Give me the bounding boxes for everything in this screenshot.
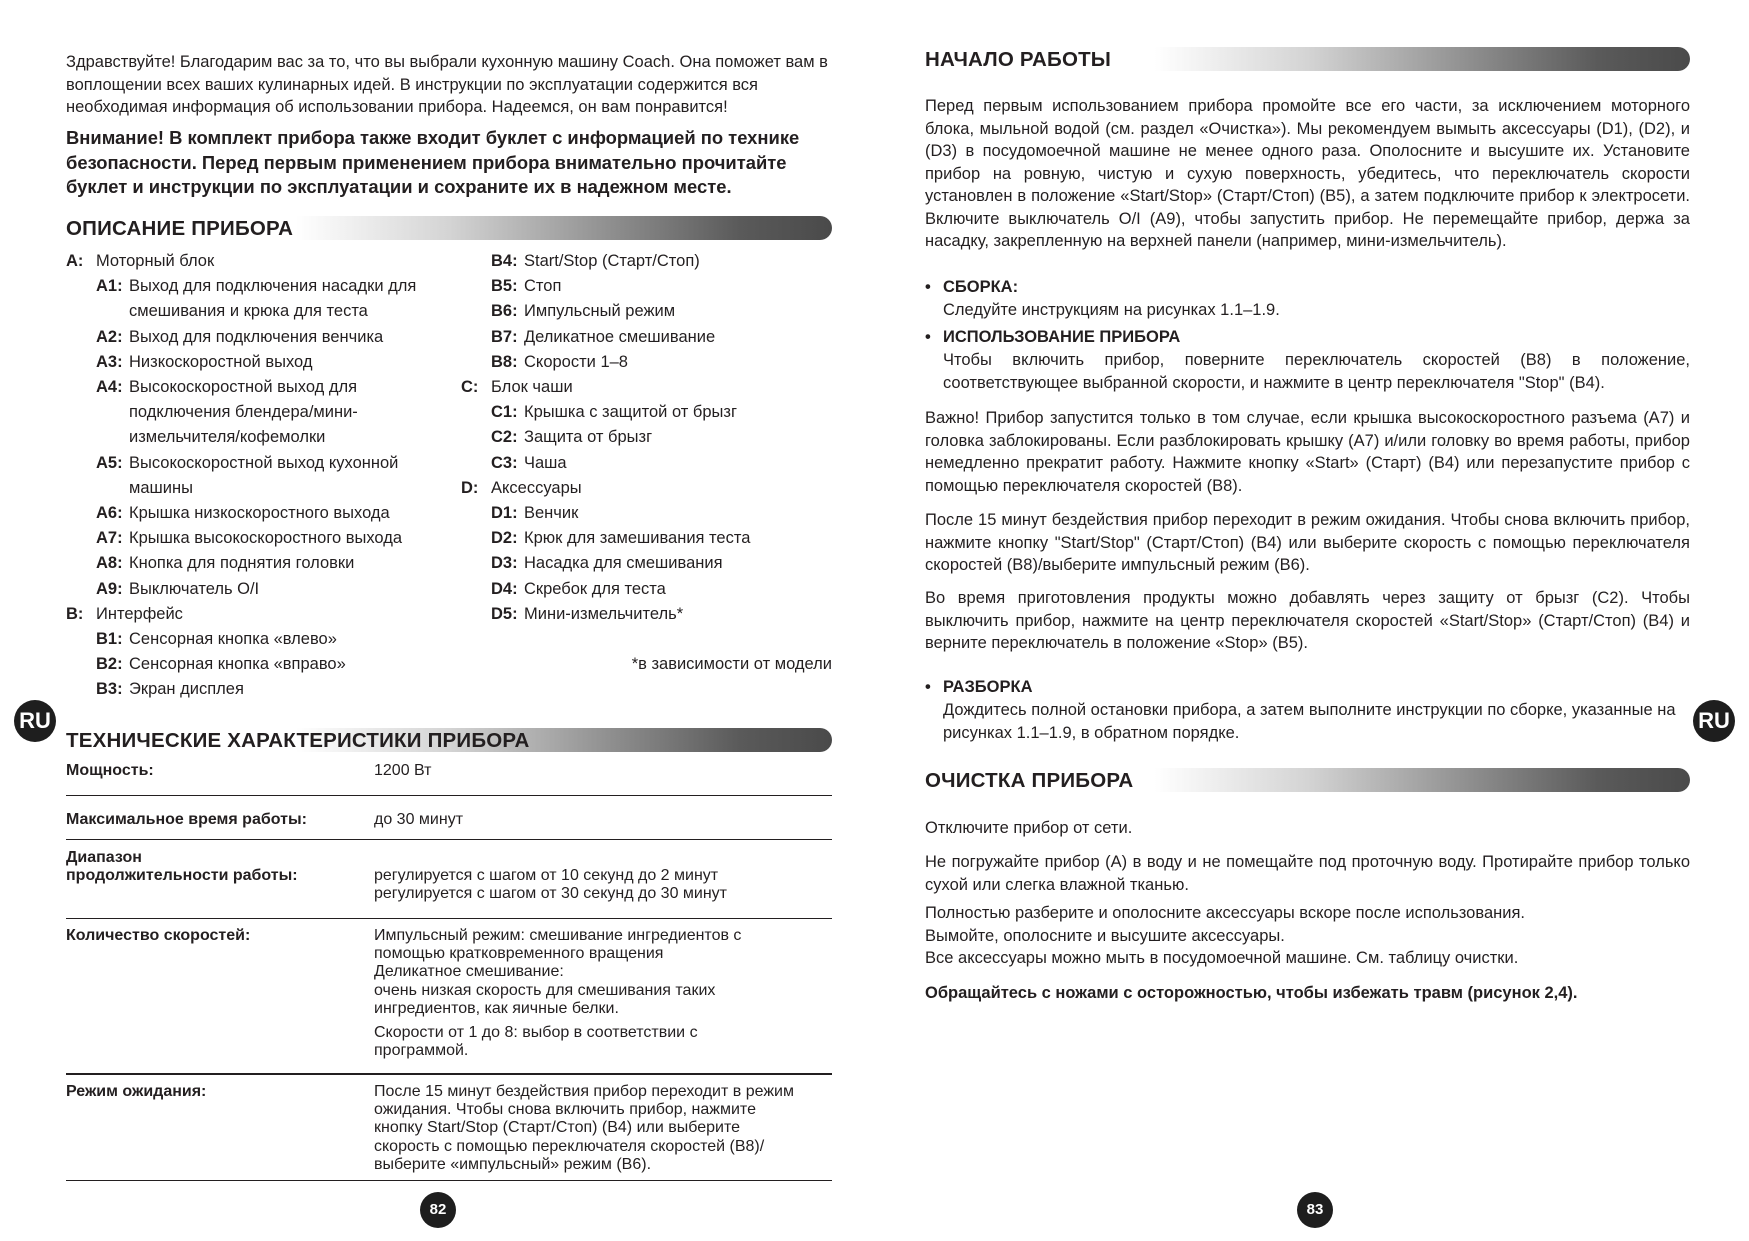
assembly-title: • СБОРКА: xyxy=(943,276,1690,298)
assembly-section xyxy=(943,276,1690,322)
list-item: B5: Стоп xyxy=(491,277,562,296)
page-number-left: 82 xyxy=(420,1192,456,1228)
adding-paragraph: Во время приготовления продукты можно добавлять через защиту от брызг (C2). Чтобы выключить прибор, нажмите на центр переключателя скоростей «Start/Stop» (Старт/Стоп) (B4) и верните переключатель в положение «Stop» (B5). xyxy=(925,589,1690,652)
table-row xyxy=(66,840,832,919)
language-badge-left: RU xyxy=(14,700,56,742)
start-title: НАЧАЛО РАБОТЫ xyxy=(925,48,1112,71)
description-list-col1 xyxy=(66,249,446,703)
spec-label: Мощность: xyxy=(66,762,154,779)
list-item: D3: Насадка для смешивания xyxy=(491,554,723,573)
list-item: D1: Венчик xyxy=(491,504,579,523)
spec-value: После 15 минут бездействия прибор переходит в режим ожидания. Чтобы снова включить прибор, нажмите кнопку Start/Stop (Старт/Стоп) (B4) или выберите скорость с помощью переключателя скоростей (B8)/выберите «импульсный» режим (B6). xyxy=(374,1083,794,1173)
cleaning-warning: Обращайтесь с ножами с осторожностью, чтобы избежать травм (рисунок 2,4). xyxy=(925,984,1578,1002)
table-row xyxy=(66,1074,832,1181)
list-item: измельчителя/кофемолки xyxy=(129,428,326,447)
model-footnote: *в зависимости от модели xyxy=(631,655,832,673)
spec-table xyxy=(66,760,832,1181)
disassembly-section xyxy=(943,676,1690,744)
list-item: C: Блок чаши xyxy=(461,378,573,397)
assembly-text: Следуйте инструкциям на рисунках 1.1–1.9. xyxy=(943,301,1280,319)
list-item: A6: Крышка низкоскоростного выхода xyxy=(96,504,390,523)
list-item: смешивания и крюка для теста xyxy=(129,302,368,321)
spec-value-line: регулируется с шагом от 30 секунд до 30 минут xyxy=(374,885,728,903)
list-item: B6: Импульсный режим xyxy=(491,302,676,321)
language-badge-right: RU xyxy=(1693,700,1735,742)
spec-value-line: Деликатное смешивание: xyxy=(374,963,564,981)
list-item: машины xyxy=(129,478,193,497)
table-row xyxy=(66,796,832,840)
list-item: B3: Экран дисплея xyxy=(96,680,244,699)
spec-label: Максимальное время работы: xyxy=(66,811,307,828)
standby-paragraph: После 15 минут бездействия прибор переходит в режим ожидания. Чтобы снова включить прибор, нажмите кнопку "Start/Stop" (Старт/Стоп) (B4) или выберите скорость с помощью переключателя скоростей (B8)/выберите импульсный режим (B6). xyxy=(925,511,1690,574)
list-item: B7: Деликатное смешивание xyxy=(491,327,716,346)
cleaning-line-3: Полностью разберите и ополосните аксессуары вскоре после использования. xyxy=(925,904,1525,922)
list-item: A1: Выход для подключения насадки для xyxy=(96,277,417,296)
start-header-bar xyxy=(925,47,1690,71)
cleaning-line-5: Все аксессуары можно мыть в посудомоечной машине. См. таблицу очистки. xyxy=(925,949,1519,967)
list-item: D: Аксессуары xyxy=(461,478,582,497)
list-item: A8: Кнопка для поднятия головки xyxy=(96,554,355,573)
spec-label: Режим ожидания: xyxy=(66,1083,207,1100)
cleaning-line-1: Отключите прибор от сети. xyxy=(925,819,1133,837)
spec-value-line: очень низкая скорость для смешивания таких ингредиентов, как яичные белки. xyxy=(374,981,716,1017)
spec-value: до 30 минут xyxy=(374,811,464,828)
list-item: B: Интерфейс xyxy=(66,604,183,623)
list-item: D2: Крюк для замешивания теста xyxy=(491,529,751,548)
tech-header-bar xyxy=(66,728,832,752)
usage-text: Чтобы включить прибор, поверните переключатель скоростей (B8) в положение, соответствующее выбранной скорости, и нажмите в центр переключателя "Stop" (B4). xyxy=(943,351,1690,392)
list-item: B2: Сенсорная кнопка «вправо» xyxy=(96,655,346,674)
intro-paragraph: Здравствуйте! Благодарим вас за то, что вы выбрали кухонную машину Coach. Она поможет вам в воплощении всех ваших кулинарных идей. В инструкции по эксплуатации содержится вся необходимая информация об использовании прибора. Надеемся, он вам понравится! xyxy=(66,53,828,116)
list-item: A2: Выход для подключения венчика xyxy=(96,327,384,346)
list-item: подключения блендера/мини- xyxy=(129,403,358,422)
spec-label-line: продолжительности работы: xyxy=(66,867,298,885)
left-page xyxy=(0,0,874,1241)
description-list-col2 xyxy=(461,249,833,627)
list-item: C1: Крышка с защитой от брызг xyxy=(491,403,737,422)
list-item: B4: Start/Stop (Старт/Стоп) xyxy=(491,252,700,270)
table-row xyxy=(66,919,832,1074)
spec-label-line: Диапазон xyxy=(66,849,142,866)
important-paragraph: Важно! Прибор запустится только в том случае, если крышка высокоскоростного разъема (A7) и головка заблокированы. Если разблокировать крышку (A7) и/или головку во время работы, прибор немедленно прекратит работу. Нажмите кнопку «Start» (Старт) (B4) или перезапустите прибор с помощью переключателя скоростей (B8). xyxy=(925,409,1690,495)
list-item: C3: Чаша xyxy=(491,453,567,472)
cleaning-line-2: Не погружайте прибор (A) в воду и не помещайте под проточную воду. Протирайте прибор только сухой или слегка влажной тканью. xyxy=(925,853,1690,894)
safety-warning: Внимание! В комплект прибора также входит буклет с информацией по технике безопасности. Перед первым применением прибора внимательно прочитайте буклет и инструкции по эксплуатации и сохраните их в надежном месте. xyxy=(66,127,800,197)
spec-value xyxy=(374,867,834,903)
cleaning-line-4: Вымойте, ополосните и высушите аксессуары. xyxy=(925,927,1285,945)
disassembly-title: • РАЗБОРКА xyxy=(943,676,1690,698)
spec-value-line: Скорости от 1 до 8: выбор в соответствии с программой. xyxy=(374,1024,698,1060)
usage-section xyxy=(943,326,1690,394)
right-page xyxy=(875,0,1749,1241)
list-item: A9: Выключатель O/I xyxy=(96,579,260,598)
disassembly-text: Дождитесь полной остановки прибора, а затем выполните инструкции по сборке, указанные на рисунках 1.1–1.9, в обратном порядке. xyxy=(943,701,1676,742)
page-number-right: 83 xyxy=(1297,1192,1333,1228)
list-item: A3: Низкоскоростной выход xyxy=(96,352,313,371)
list-item: D4: Скребок для теста xyxy=(491,579,666,598)
list-item: B8: Скорости 1–8 xyxy=(491,352,628,371)
description-header-bar xyxy=(66,216,832,240)
list-item: A4: Высокоскоростной выход для xyxy=(96,378,358,397)
description-title: ОПИСАНИЕ ПРИБОРА xyxy=(66,217,294,240)
spec-value xyxy=(374,927,794,1060)
usage-title: • ИСПОЛЬЗОВАНИЕ ПРИБОРА xyxy=(943,326,1690,348)
list-item: A: Моторный блок xyxy=(66,252,215,270)
list-item: B1: Сенсорная кнопка «влево» xyxy=(96,630,337,649)
table-row xyxy=(66,760,832,796)
cleaning-title: ОЧИСТКА ПРИБОРА xyxy=(925,769,1134,792)
spec-label xyxy=(66,849,298,885)
list-item: A7: Крышка высокоскоростного выхода xyxy=(96,529,403,548)
spec-label: Количество скоростей: xyxy=(66,927,251,944)
spec-value: 1200 Вт xyxy=(374,762,432,779)
list-item: C2: Защита от брызг xyxy=(491,428,653,447)
list-item: D5: Мини-измельчитель* xyxy=(491,604,684,623)
list-item: A5: Высокоскоростной выход кухонной xyxy=(96,453,399,472)
cleaning-header-bar xyxy=(925,768,1690,792)
spec-value-line: Импульсный режим: смешивание ингредиентов с помощью кратковременного вращения xyxy=(374,927,742,963)
tech-title: ТЕХНИЧЕСКИЕ ХАРАКТЕРИСТИКИ ПРИБОРА xyxy=(66,729,530,752)
spec-value-line: регулируется с шагом от 10 секунд до 2 минут xyxy=(374,867,719,884)
start-paragraph: Перед первым использованием прибора промойте все его части, за исключением моторного блока, мыльной водой (см. раздел «Очистка»). Мы рекомендуем вымыть аксессуары (D1), (D2), и (D3) в посудомоечной машине не менее одного раза. Ополосните и высушите их. Установите прибор на ровную, чистую и сухую поверхность, убедитесь, что переключатель скорости установлен в положение «Start/Stop» (Старт/Стоп) (B5), а затем подключите прибор к электросети. Включите выключатель O/I (A9), чтобы запустить прибор. Не перемещайте прибор, держа за насадку, закрепленную на верхней панели (например, мини-измельчитель). xyxy=(925,97,1690,250)
